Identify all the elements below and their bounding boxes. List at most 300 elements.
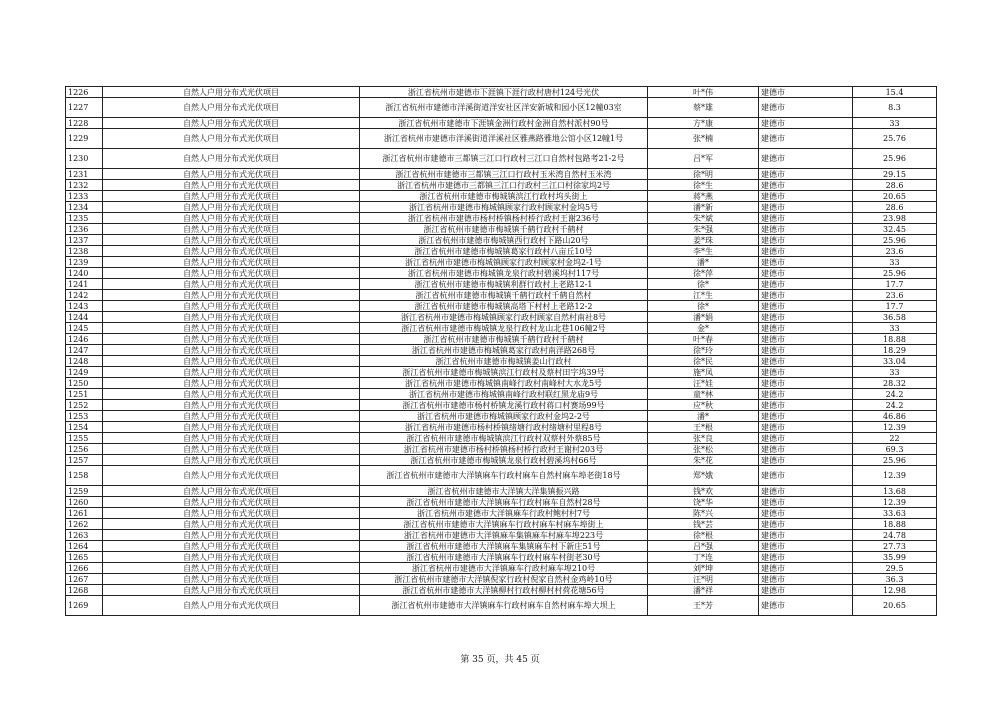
city-cell: 建德市 xyxy=(759,279,853,290)
row-number-cell: 1236 xyxy=(66,224,103,235)
project-type-cell: 自然人户用分布式光伏项目 xyxy=(103,356,360,367)
project-type-cell: 自然人户用分布式光伏项目 xyxy=(103,246,360,257)
city-cell: 建德市 xyxy=(759,574,853,585)
city-cell: 建德市 xyxy=(759,455,853,466)
capacity-cell: 32.45 xyxy=(853,224,937,235)
install-address-cell: 浙江省杭州市建德市梅城镇葛家行政村南洋路268号 xyxy=(360,345,648,356)
city-cell: 建德市 xyxy=(759,334,853,345)
capacity-cell: 17.7 xyxy=(853,279,937,290)
project-type-cell: 自然人户用分布式光伏项目 xyxy=(103,169,360,180)
row-number-cell: 1238 xyxy=(66,246,103,257)
capacity-cell: 24.78 xyxy=(853,530,937,541)
table-row xyxy=(66,367,937,378)
capacity-cell: 29.5 xyxy=(853,563,937,574)
table-row xyxy=(66,541,937,552)
table-row xyxy=(66,444,937,455)
install-address-cell: 浙江省杭州市建德市杨村桥镇杨村桥行政村王谢村203号 xyxy=(360,444,648,455)
row-number-cell: 1269 xyxy=(66,596,103,616)
city-cell: 建德市 xyxy=(759,444,853,455)
row-number-cell: 1260 xyxy=(66,497,103,508)
table-row xyxy=(66,118,937,129)
row-number-cell: 1226 xyxy=(66,87,103,98)
owner-name-cell: 徐*明 xyxy=(648,169,759,180)
row-number-cell: 1231 xyxy=(66,169,103,180)
install-address-cell: 浙江省杭州市建德市大洋镇麻车行政村麻车自然村28号 xyxy=(360,497,648,508)
row-number-cell: 1256 xyxy=(66,444,103,455)
project-table-body xyxy=(66,87,937,616)
owner-name-cell: 张*良 xyxy=(648,433,759,444)
project-type-cell: 自然人户用分布式光伏项目 xyxy=(103,530,360,541)
row-number-cell: 1249 xyxy=(66,367,103,378)
project-type-cell: 自然人户用分布式光伏项目 xyxy=(103,422,360,433)
capacity-cell: 27.73 xyxy=(853,541,937,552)
owner-name-cell: 徐*民 xyxy=(648,356,759,367)
table-row xyxy=(66,301,937,312)
capacity-cell: 23.6 xyxy=(853,246,937,257)
row-number-cell: 1245 xyxy=(66,323,103,334)
city-cell: 建德市 xyxy=(759,367,853,378)
row-number-cell: 1263 xyxy=(66,530,103,541)
project-type-cell: 自然人户用分布式光伏项目 xyxy=(103,411,360,422)
install-address-cell: 浙江省杭州市建德市三都镇三江口行政村三江口村徐家坞2号 xyxy=(360,180,648,191)
table-row xyxy=(66,334,937,345)
city-cell: 建德市 xyxy=(759,422,853,433)
city-cell: 建德市 xyxy=(759,378,853,389)
table-row xyxy=(66,345,937,356)
table-row xyxy=(66,213,937,224)
table-row xyxy=(66,486,937,497)
project-type-cell: 自然人户用分布式光伏项目 xyxy=(103,552,360,563)
city-cell: 建德市 xyxy=(759,235,853,246)
project-type-cell: 自然人户用分布式光伏项目 xyxy=(103,191,360,202)
owner-name-cell: 张*松 xyxy=(648,444,759,455)
install-address-cell: 浙江省杭州市建德市大洋镇麻车行政村麻车自然村麻车埠大坝上 xyxy=(360,596,648,616)
row-number-cell: 1229 xyxy=(66,129,103,149)
table-row xyxy=(66,180,937,191)
row-number-cell: 1266 xyxy=(66,563,103,574)
city-cell: 建德市 xyxy=(759,246,853,257)
row-number-cell: 1257 xyxy=(66,455,103,466)
install-address-cell: 浙江省杭州市建德市大洋镇柳村行政村柳村村荷花塘56号 xyxy=(360,585,648,596)
owner-name-cell: 潘*祥 xyxy=(648,585,759,596)
capacity-cell: 23.6 xyxy=(853,290,937,301)
install-address-cell: 浙江省杭州市建德市大洋镇大洋集镇振兴路 xyxy=(360,486,648,497)
install-address-cell: 浙江省杭州市建德市三都镇三江口行政村三江口自然村包路考21-2号 xyxy=(360,149,648,169)
table-row xyxy=(66,290,937,301)
project-type-cell: 自然人户用分布式光伏项目 xyxy=(103,202,360,213)
city-cell: 建德市 xyxy=(759,530,853,541)
install-address-cell: 浙江省杭州市建德市梅城镇千鹤行政村千鹤村 xyxy=(360,334,648,345)
project-type-cell: 自然人户用分布式光伏项目 xyxy=(103,466,360,486)
capacity-cell: 12.39 xyxy=(853,497,937,508)
table-row xyxy=(66,279,937,290)
row-number-cell: 1261 xyxy=(66,508,103,519)
owner-name-cell: 童*林 xyxy=(648,389,759,400)
install-address-cell: 浙江省杭州市建德市梅城镇葛家行政村八亩丘10号 xyxy=(360,246,648,257)
project-type-cell: 自然人户用分布式光伏项目 xyxy=(103,455,360,466)
row-number-cell: 1253 xyxy=(66,411,103,422)
project-type-cell: 自然人户用分布式光伏项目 xyxy=(103,312,360,323)
owner-name-cell: 徐* xyxy=(648,301,759,312)
install-address-cell: 浙江省杭州市建德市梅城镇顾家行政村顾家自然村南社8号 xyxy=(360,312,648,323)
install-address-cell: 浙江省杭州市建德市梅城镇千鹤行政村千鹤村 xyxy=(360,224,648,235)
project-type-cell: 自然人户用分布式光伏项目 xyxy=(103,235,360,246)
city-cell: 建德市 xyxy=(759,552,853,563)
project-type-cell: 自然人户用分布式光伏项目 xyxy=(103,334,360,345)
owner-name-cell: 钱*芸 xyxy=(648,519,759,530)
row-number-cell: 1237 xyxy=(66,235,103,246)
install-address-cell: 浙江省杭州市建德市梅城镇龙泉行政村碧溪坞村66号 xyxy=(360,455,648,466)
row-number-cell: 1264 xyxy=(66,541,103,552)
row-number-cell: 1248 xyxy=(66,356,103,367)
project-type-cell: 自然人户用分布式光伏项目 xyxy=(103,87,360,98)
capacity-cell: 24.2 xyxy=(853,389,937,400)
city-cell: 建德市 xyxy=(759,169,853,180)
owner-name-cell: 徐*玲 xyxy=(648,345,759,356)
install-address-cell: 浙江省杭州市建德市大洋镇麻车行政村麻车自然村麻车埠老街18号 xyxy=(360,466,648,486)
capacity-cell: 18.29 xyxy=(853,345,937,356)
owner-name-cell: 金* xyxy=(648,323,759,334)
table-row xyxy=(66,268,937,279)
table-row xyxy=(66,455,937,466)
capacity-cell: 25.96 xyxy=(853,268,937,279)
table-row xyxy=(66,356,937,367)
city-cell: 建德市 xyxy=(759,466,853,486)
row-number-cell: 1232 xyxy=(66,180,103,191)
table-row xyxy=(66,596,937,616)
project-type-cell: 自然人户用分布式光伏项目 xyxy=(103,213,360,224)
capacity-cell: 22 xyxy=(853,433,937,444)
city-cell: 建德市 xyxy=(759,508,853,519)
table-row xyxy=(66,433,937,444)
city-cell: 建德市 xyxy=(759,389,853,400)
city-cell: 建德市 xyxy=(759,585,853,596)
capacity-cell: 25.76 xyxy=(853,129,937,149)
owner-name-cell: 叶*春 xyxy=(648,334,759,345)
row-number-cell: 1246 xyxy=(66,334,103,345)
install-address-cell: 浙江省杭州市建德市大洋镇麻车行政村麻车村街老30号 xyxy=(360,552,648,563)
capacity-cell: 13.68 xyxy=(853,486,937,497)
owner-name-cell: 朱*花 xyxy=(648,455,759,466)
owner-name-cell: 蒋*燕 xyxy=(648,191,759,202)
table-row xyxy=(66,257,937,268)
row-number-cell: 1255 xyxy=(66,433,103,444)
city-cell: 建德市 xyxy=(759,519,853,530)
table-row xyxy=(66,552,937,563)
install-address-cell: 浙江省杭州市建德市梅城镇千鹤行政村千鹤自然村 xyxy=(360,290,648,301)
city-cell: 建德市 xyxy=(759,312,853,323)
owner-name-cell: 朱*强 xyxy=(648,224,759,235)
install-address-cell: 浙江省杭州市建德市梅城镇龙泉行政村碧溪坞村117号 xyxy=(360,268,648,279)
row-number-cell: 1251 xyxy=(66,389,103,400)
owner-name-cell: 潘*新 xyxy=(648,202,759,213)
install-address-cell: 浙江省杭州市建德市梅城镇顾家行政村顾家村金坞2-1号 xyxy=(360,257,648,268)
table-row xyxy=(66,378,937,389)
capacity-cell: 29.15 xyxy=(853,169,937,180)
project-type-cell: 自然人户用分布式光伏项目 xyxy=(103,497,360,508)
table-row xyxy=(66,312,937,323)
install-address-cell: 浙江省杭州市建德市大洋镇麻车集镇麻车村下新庄51号 xyxy=(360,541,648,552)
capacity-cell: 33 xyxy=(853,257,937,268)
city-cell: 建德市 xyxy=(759,257,853,268)
table-row xyxy=(66,246,937,257)
install-address-cell: 浙江省杭州市建德市梅城镇南峰行政村南峰村大水龙5号 xyxy=(360,378,648,389)
install-address-cell: 浙江省杭州市建德市梅城镇高塔下村村上老路12-2 xyxy=(360,301,648,312)
capacity-cell: 36.3 xyxy=(853,574,937,585)
city-cell: 建德市 xyxy=(759,224,853,235)
table-row xyxy=(66,585,937,596)
project-type-cell: 自然人户用分布式光伏项目 xyxy=(103,118,360,129)
project-type-cell: 自然人户用分布式光伏项目 xyxy=(103,444,360,455)
row-number-cell: 1228 xyxy=(66,118,103,129)
city-cell: 建德市 xyxy=(759,486,853,497)
capacity-cell: 35.99 xyxy=(853,552,937,563)
owner-name-cell: 姜*珠 xyxy=(648,235,759,246)
row-number-cell: 1240 xyxy=(66,268,103,279)
capacity-cell: 12.39 xyxy=(853,422,937,433)
project-type-cell: 自然人户用分布式光伏项目 xyxy=(103,519,360,530)
owner-name-cell: 刘*坤 xyxy=(648,563,759,574)
city-cell: 建德市 xyxy=(759,433,853,444)
owner-name-cell: 徐*根 xyxy=(648,530,759,541)
project-type-cell: 自然人户用分布式光伏项目 xyxy=(103,541,360,552)
owner-name-cell: 吕*强 xyxy=(648,541,759,552)
city-cell: 建德市 xyxy=(759,149,853,169)
owner-name-cell: 方*康 xyxy=(648,118,759,129)
row-number-cell: 1242 xyxy=(66,290,103,301)
row-number-cell: 1241 xyxy=(66,279,103,290)
project-type-cell: 自然人户用分布式光伏项目 xyxy=(103,367,360,378)
install-address-cell: 浙江省杭州市建德市杨村桥镇龙溪行政村蒋口村赛场99号 xyxy=(360,400,648,411)
city-cell: 建德市 xyxy=(759,191,853,202)
project-type-cell: 自然人户用分布式光伏项目 xyxy=(103,224,360,235)
capacity-cell: 24.2 xyxy=(853,400,937,411)
city-cell: 建德市 xyxy=(759,411,853,422)
owner-name-cell: 王*芳 xyxy=(648,596,759,616)
project-table xyxy=(65,86,937,616)
table-row xyxy=(66,574,937,585)
install-address-cell: 浙江省杭州市建德市梅城镇西行政村下路山20号 xyxy=(360,235,648,246)
project-type-cell: 自然人户用分布式光伏项目 xyxy=(103,596,360,616)
project-type-cell: 自然人户用分布式光伏项目 xyxy=(103,301,360,312)
row-number-cell: 1267 xyxy=(66,574,103,585)
project-type-cell: 自然人户用分布式光伏项目 xyxy=(103,323,360,334)
owner-name-cell: 叶*伟 xyxy=(648,87,759,98)
project-type-cell: 自然人户用分布式光伏项目 xyxy=(103,433,360,444)
capacity-cell: 33 xyxy=(853,367,937,378)
row-number-cell: 1243 xyxy=(66,301,103,312)
table-row xyxy=(66,422,937,433)
install-address-cell: 浙江省杭州市建德市下涯镇下涯行政村唐村124号光伏 xyxy=(360,87,648,98)
owner-name-cell: 郑*娥 xyxy=(648,466,759,486)
capacity-cell: 25.96 xyxy=(853,455,937,466)
install-address-cell: 浙江省杭州市建德市大洋镇麻车行政村麻车村麻车埠街上 xyxy=(360,519,648,530)
owner-name-cell: 李*生 xyxy=(648,246,759,257)
capacity-cell: 33 xyxy=(853,323,937,334)
install-address-cell: 浙江省杭州市建德市梅城镇顾家行政村金坞2-2号 xyxy=(360,411,648,422)
row-number-cell: 1227 xyxy=(66,98,103,118)
project-type-cell: 自然人户用分布式光伏项目 xyxy=(103,180,360,191)
install-address-cell: 浙江省杭州市建德市梅城镇滨江行政村双蔡村外蔡85号 xyxy=(360,433,648,444)
city-cell: 建德市 xyxy=(759,497,853,508)
install-address-cell: 浙江省杭州市建德市梅城镇南峰行政村联红黑龙庙9号 xyxy=(360,389,648,400)
project-type-cell: 自然人户用分布式光伏项目 xyxy=(103,378,360,389)
row-number-cell: 1250 xyxy=(66,378,103,389)
owner-name-cell: 应*秋 xyxy=(648,400,759,411)
capacity-cell: 23.98 xyxy=(853,213,937,224)
project-type-cell: 自然人户用分布式光伏项目 xyxy=(103,508,360,519)
table-row xyxy=(66,389,937,400)
owner-name-cell: 江*生 xyxy=(648,290,759,301)
row-number-cell: 1268 xyxy=(66,585,103,596)
page-number: 第 35 页，共 45 页 xyxy=(460,655,540,665)
city-cell: 建德市 xyxy=(759,301,853,312)
table-row xyxy=(66,466,937,486)
city-cell: 建德市 xyxy=(759,87,853,98)
capacity-cell: 28.6 xyxy=(853,202,937,213)
owner-name-cell: 施*凤 xyxy=(648,367,759,378)
owner-name-cell: 徐* xyxy=(648,279,759,290)
install-address-cell: 浙江省杭州市建德市大洋镇麻车行政村鲍村村7号 xyxy=(360,508,648,519)
capacity-cell: 33.63 xyxy=(853,508,937,519)
project-type-cell: 自然人户用分布式光伏项目 xyxy=(103,257,360,268)
city-cell: 建德市 xyxy=(759,356,853,367)
owner-name-cell: 蔡*雄 xyxy=(648,98,759,118)
install-address-cell: 浙江省杭州市建德市梅城镇姜山行政村 xyxy=(360,356,648,367)
capacity-cell: 18.88 xyxy=(853,334,937,345)
project-type-cell: 自然人户用分布式光伏项目 xyxy=(103,98,360,118)
city-cell: 建德市 xyxy=(759,213,853,224)
table-row xyxy=(66,323,937,334)
capacity-cell: 20.65 xyxy=(853,191,937,202)
owner-name-cell: 潘* xyxy=(648,411,759,422)
capacity-cell: 18.88 xyxy=(853,519,937,530)
table-row xyxy=(66,497,937,508)
owner-name-cell: 潘*娟 xyxy=(648,312,759,323)
row-number-cell: 1262 xyxy=(66,519,103,530)
install-address-cell: 浙江省杭州市建德市大洋镇倪家行政村倪家自然村金鸡岭10号 xyxy=(360,574,648,585)
row-number-cell: 1230 xyxy=(66,149,103,169)
city-cell: 建德市 xyxy=(759,98,853,118)
owner-name-cell: 陈*兴 xyxy=(648,508,759,519)
owner-name-cell: 王*根 xyxy=(648,422,759,433)
row-number-cell: 1244 xyxy=(66,312,103,323)
install-address-cell: 浙江省杭州市建德市梅城镇顾家行政村顾家村金坞5号 xyxy=(360,202,648,213)
project-type-cell: 自然人户用分布式光伏项目 xyxy=(103,149,360,169)
project-type-cell: 自然人户用分布式光伏项目 xyxy=(103,574,360,585)
capacity-cell: 12.98 xyxy=(853,585,937,596)
project-type-cell: 自然人户用分布式光伏项目 xyxy=(103,129,360,149)
row-number-cell: 1254 xyxy=(66,422,103,433)
capacity-cell: 33 xyxy=(853,118,937,129)
owner-name-cell: 朱*斌 xyxy=(648,213,759,224)
project-type-cell: 自然人户用分布式光伏项目 xyxy=(103,585,360,596)
capacity-cell: 33.04 xyxy=(853,356,937,367)
install-address-cell: 浙江省杭州市建德市梅城镇滨江行政村坞头街上 xyxy=(360,191,648,202)
owner-name-cell: 徐*萍 xyxy=(648,268,759,279)
city-cell: 建德市 xyxy=(759,268,853,279)
install-address-cell: 浙江省杭州市建德市大洋镇麻车行政村麻车埠210号 xyxy=(360,563,648,574)
row-number-cell: 1234 xyxy=(66,202,103,213)
capacity-cell: 46.86 xyxy=(853,411,937,422)
row-number-cell: 1247 xyxy=(66,345,103,356)
capacity-cell: 17.7 xyxy=(853,301,937,312)
owner-name-cell: 丁*连 xyxy=(648,552,759,563)
install-address-cell: 浙江省杭州市建德市杨村桥镇杨村桥行政村王谢236号 xyxy=(360,213,648,224)
table-row xyxy=(66,508,937,519)
install-address-cell: 浙江省杭州市建德市大洋镇麻车集镇麻车村麻车埠223号 xyxy=(360,530,648,541)
install-address-cell: 浙江省杭州市建德市梅城镇利群行政村上老路12-1 xyxy=(360,279,648,290)
capacity-cell: 15.4 xyxy=(853,87,937,98)
city-cell: 建德市 xyxy=(759,323,853,334)
capacity-cell: 12.39 xyxy=(853,466,937,486)
table-row xyxy=(66,87,937,98)
project-type-cell: 自然人户用分布式光伏项目 xyxy=(103,389,360,400)
city-cell: 建德市 xyxy=(759,290,853,301)
city-cell: 建德市 xyxy=(759,541,853,552)
project-type-cell: 自然人户用分布式光伏项目 xyxy=(103,486,360,497)
capacity-cell: 36.58 xyxy=(853,312,937,323)
city-cell: 建德市 xyxy=(759,180,853,191)
owner-name-cell: 饶*华 xyxy=(648,497,759,508)
capacity-cell: 69.3 xyxy=(853,444,937,455)
owner-name-cell: 汪*娃 xyxy=(648,378,759,389)
capacity-cell: 20.65 xyxy=(853,596,937,616)
install-address-cell: 浙江省杭州市建德市三都镇三江口行政村玉米湾自然村玉米湾 xyxy=(360,169,648,180)
install-address-cell: 浙江省杭州市建德市梅城镇龙泉行政村龙山北巷106幢2号 xyxy=(360,323,648,334)
owner-name-cell: 潘* xyxy=(648,257,759,268)
capacity-cell: 25.96 xyxy=(853,149,937,169)
table-row xyxy=(66,411,937,422)
city-cell: 建德市 xyxy=(759,400,853,411)
project-type-cell: 自然人户用分布式光伏项目 xyxy=(103,268,360,279)
install-address-cell: 浙江省杭州市建德市梅城镇滨江行政村及蔡村田字坞39号 xyxy=(360,367,648,378)
install-address-cell: 浙江省杭州市建德市杨村桥镇绪塘行政村绪塘村里程8号 xyxy=(360,422,648,433)
table-row xyxy=(66,202,937,213)
row-number-cell: 1252 xyxy=(66,400,103,411)
owner-name-cell: 张*楠 xyxy=(648,129,759,149)
table-row xyxy=(66,224,937,235)
project-type-cell: 自然人户用分布式光伏项目 xyxy=(103,345,360,356)
install-address-cell: 浙江省杭州市建德市洋溪街道洋溪社区雅燕路雅地公馆小区12幢1号 xyxy=(360,129,648,149)
project-type-cell: 自然人户用分布式光伏项目 xyxy=(103,279,360,290)
project-type-cell: 自然人户用分布式光伏项目 xyxy=(103,290,360,301)
install-address-cell: 浙江省杭州市建德市下涯镇金洲行政村金洲自然村派村90号 xyxy=(360,118,648,129)
city-cell: 建德市 xyxy=(759,563,853,574)
city-cell: 建德市 xyxy=(759,118,853,129)
table-row xyxy=(66,191,937,202)
row-number-cell: 1258 xyxy=(66,466,103,486)
table-row xyxy=(66,563,937,574)
capacity-cell: 28.6 xyxy=(853,180,937,191)
owner-name-cell: 徐*生 xyxy=(648,180,759,191)
table-row xyxy=(66,519,937,530)
row-number-cell: 1265 xyxy=(66,552,103,563)
project-type-cell: 自然人户用分布式光伏项目 xyxy=(103,400,360,411)
owner-name-cell: 钱*欢 xyxy=(648,486,759,497)
table-row xyxy=(66,169,937,180)
table-row xyxy=(66,98,937,118)
table-row xyxy=(66,530,937,541)
capacity-cell: 8.3 xyxy=(853,98,937,118)
owner-name-cell: 汪*明 xyxy=(648,574,759,585)
install-address-cell: 浙江省杭州市建德市洋溪街道洋安社区洋安新城和园小区12幢03室 xyxy=(360,98,648,118)
city-cell: 建德市 xyxy=(759,202,853,213)
table-row xyxy=(66,400,937,411)
table-row xyxy=(66,235,937,246)
row-number-cell: 1259 xyxy=(66,486,103,497)
row-number-cell: 1239 xyxy=(66,257,103,268)
